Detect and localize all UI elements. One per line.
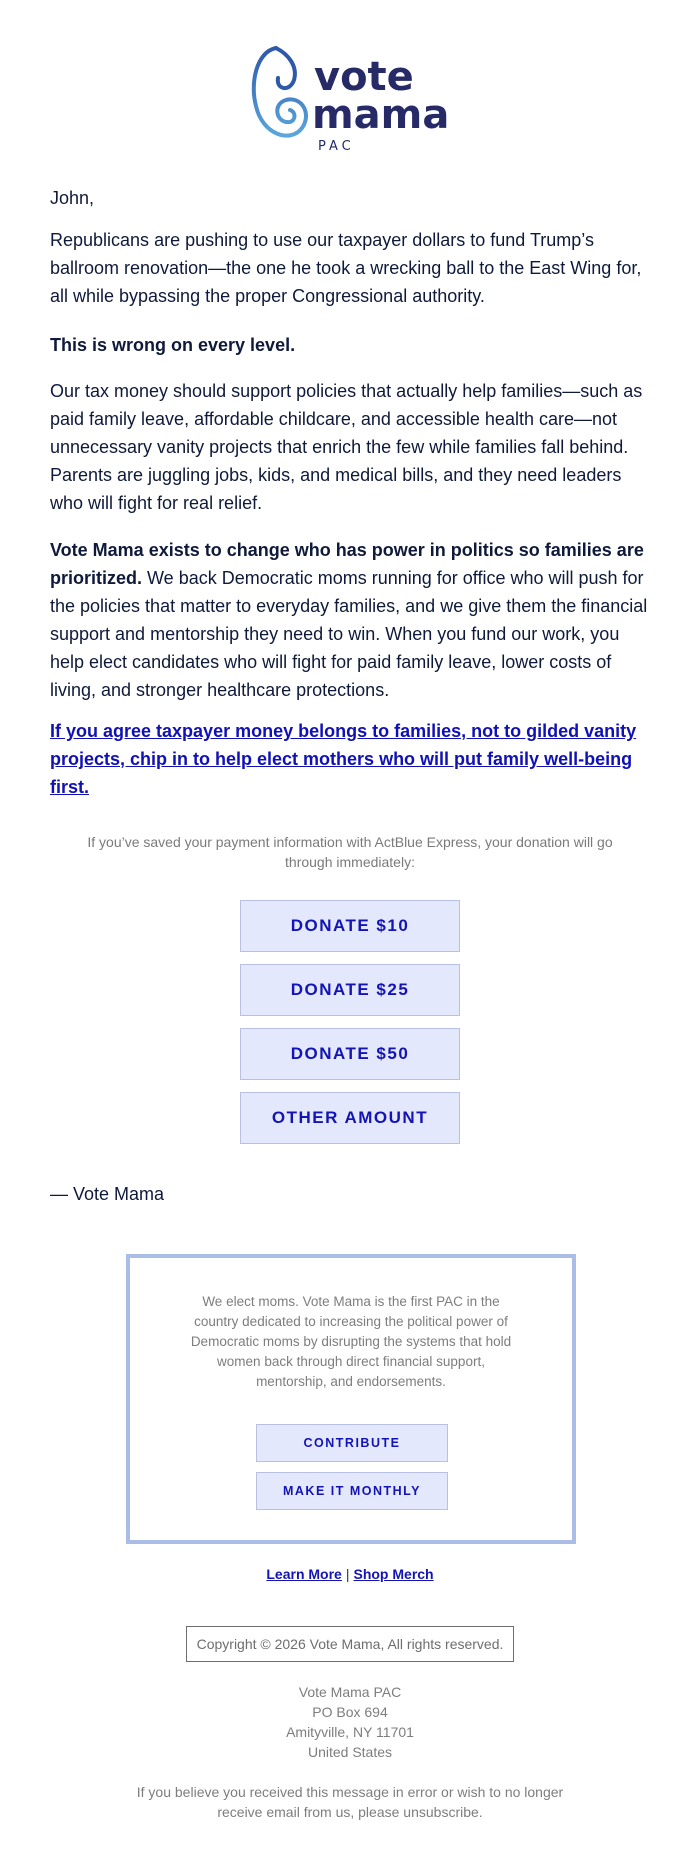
paragraph-tax-money: Our tax money should support policies that actually help families—such as paid family leave, affordable childcare, and accessible health care—not unnecessary vanity projects that enrich the few while families fall behind. Parents are juggling jobs, kids, and medical bills, and they need leaders who will fight for real relief. xyxy=(50,381,643,513)
donate-10-button[interactable]: DONATE $10 xyxy=(240,900,460,952)
paragraph-mission xyxy=(50,536,650,704)
logo-word-vote: vote xyxy=(314,54,414,100)
mission-text: We back Democratic moms running for office who will push for the policies that matter to everyday families, and we give them the financial support and mentorship they need to win. When you fund our work, you help elect candidates who will fight for paid family leave, lower costs of living, and stronger healthcare protections. xyxy=(50,568,648,700)
about-box xyxy=(126,1254,576,1544)
cta-link[interactable]: If you agree taxpayer money belongs to families, not to gilded vanity projects, chip in to help elect mothers who will put family well-being first. xyxy=(50,721,637,797)
footer-links xyxy=(0,1564,700,1584)
actblue-express-note: If you’ve saved your payment information with ActBlue Express, your donation will go through immediately: xyxy=(87,834,613,870)
contribute-button[interactable]: CONTRIBUTE xyxy=(256,1424,448,1462)
signoff: — Vote Mama xyxy=(50,1184,165,1204)
learn-more-link[interactable]: Learn More xyxy=(266,1566,342,1582)
vote-mama-logo[interactable] xyxy=(246,44,466,162)
link-separator: | xyxy=(345,1566,350,1582)
paragraph-intro: Republicans are pushing to use our taxpayer dollars to fund Trump’s ballroom renovation—the one he took a wrecking ball to the East Wing for, all while bypassing the proper Congressional authority. xyxy=(50,230,642,306)
other-amount-button[interactable]: OTHER AMOUNT xyxy=(240,1092,460,1144)
donate-25-button[interactable]: DONATE $25 xyxy=(240,964,460,1016)
copyright-notice: Copyright © 2026 Vote Mama, All rights reserved. xyxy=(186,1626,514,1662)
address-line: Vote Mama PAC xyxy=(298,1684,402,1700)
about-text: We elect moms. Vote Mama is the first PAC in the country dedicated to increasing the political power of Democratic moms by disrupting the systems that hold women back through direct financial support, mentorship, and endorsements. xyxy=(190,1294,512,1389)
make-it-monthly-button[interactable]: MAKE IT MONTHLY xyxy=(256,1472,448,1510)
mission-bold-text: Vote Mama exists to change who has power in politics so families are prioritized. xyxy=(50,540,644,588)
greeting: John, xyxy=(50,188,95,208)
shop-merch-link[interactable]: Shop Merch xyxy=(353,1566,434,1582)
address-line: Amityville, NY 11701 xyxy=(286,1724,414,1740)
donate-50-button[interactable]: DONATE $50 xyxy=(240,1028,460,1080)
paragraph-emphasis: This is wrong on every level. xyxy=(50,335,296,355)
unsubscribe-text[interactable]: If you believe you received this message in error or wish to no longer receive email from us, please unsubscribe. xyxy=(136,1784,564,1820)
mailing-address xyxy=(0,1682,700,1762)
cta-paragraph xyxy=(50,717,650,801)
logo-word-mama: mama xyxy=(312,92,450,138)
address-line: United States xyxy=(307,1744,393,1760)
logo-word-pac: PAC xyxy=(318,139,355,154)
address-line: PO Box 694 xyxy=(312,1704,388,1720)
swirl-icon xyxy=(254,48,306,136)
